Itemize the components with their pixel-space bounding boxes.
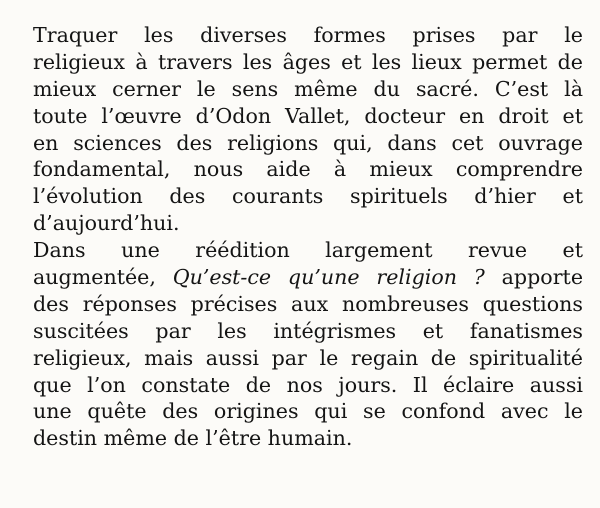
text-line: fondamental, nous aide à mieux comprendre (33, 157, 583, 182)
text-fragment: augmentée, (33, 265, 156, 290)
text-line: en sciences des religions qui, dans cet ouvrage (33, 130, 583, 155)
text-line: d’aujourd’hui. (33, 211, 180, 236)
book-title: Qu’est-ce qu’une religion ? (172, 265, 485, 290)
text-line: mieux cerner le sens même du sacré. C’est là (33, 76, 583, 101)
text-fragment: apporte (501, 265, 584, 290)
text-line: une quête des origines qui se confond avec le (33, 399, 583, 424)
text-line: l’évolution des courants spirituels d’hier et (33, 184, 583, 209)
text-line: des réponses précises aux nombreuses questions (33, 291, 583, 316)
text-line: que l’on constate de nos jours. Il éclaire aussi (33, 372, 583, 397)
paragraph-2 (33, 237, 583, 452)
text-line: destin même de l’être humain. (33, 426, 353, 451)
text-line: religieux, mais aussi par le regain de spiritualité (33, 345, 583, 370)
text-line: toute l’œuvre d’Odon Vallet, docteur en droit et (33, 103, 583, 128)
text-line: religieux à travers les âges et les lieux permet de (33, 49, 583, 74)
back-cover-text (33, 22, 583, 452)
text-line: Dans une réédition largement revue et (33, 238, 583, 263)
text-line: suscitées par les intégrismes et fanatismes (33, 318, 583, 343)
paragraph-1 (33, 22, 583, 237)
text-line-with-title (33, 264, 583, 291)
text-line: Traquer les diverses formes prises par le (33, 23, 583, 47)
